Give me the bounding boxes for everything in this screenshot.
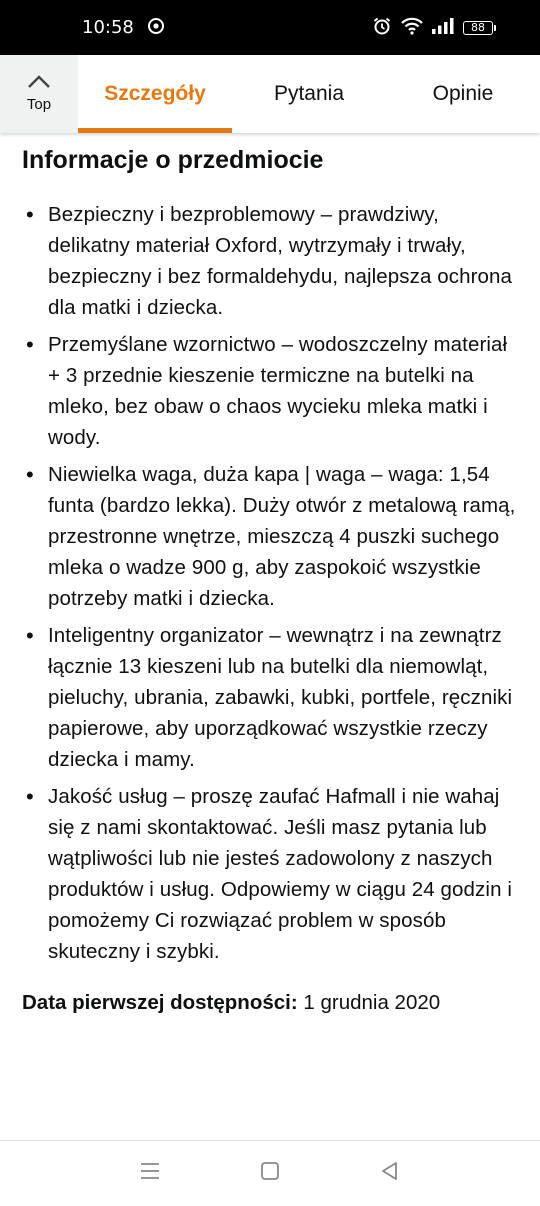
- product-info-section: [22, 133, 522, 1018]
- chevron-up-icon: [27, 75, 51, 94]
- top-label: Top: [26, 96, 52, 113]
- back-triangle-icon: [380, 1161, 400, 1186]
- tab-szczegoly[interactable]: Szczegóły: [78, 55, 232, 133]
- list-item: • Inteligentny organizator – wewnątrz i na zewnątrz łącznie 13 kieszeni lub na butelki dla niemowląt, pieluchy, ubrania, zabawki, kubki, portfele, ręczniki papierowe, aby uporządkować wszystkie rzeczy dziecka i mamy.: [22, 620, 522, 775]
- top-button[interactable]: [0, 55, 78, 133]
- date-label: Data pierwszej dostępności:: [22, 991, 298, 1014]
- availability-date: [22, 987, 522, 1018]
- bullet-list: [22, 199, 522, 967]
- status-bar: [0, 0, 540, 55]
- wifi-icon: [401, 17, 423, 39]
- battery-icon: [463, 21, 496, 35]
- list-item: • Przemyślane wzornictwo – wodoszczelny materiał + 3 przednie kieszenie termiczne na butelki na mleko, bez obaw o chaos wycieku mleka matki i wody.: [22, 329, 522, 453]
- back-button[interactable]: [365, 1149, 415, 1199]
- tab-bar: [0, 55, 540, 133]
- list-item: • Jakość usług – proszę zaufać Hafmall i nie wahaj się z nami skontaktować. Jeśli masz pytania lub wątpliwości lub nie jesteś zadowolony z naszych produktów i usług. Odpowiemy w ciągu 24 godzin i pomożemy Ci rozwiązać problem w sposób skuteczny i szybki.: [22, 781, 522, 967]
- battery-level: 88: [463, 21, 493, 35]
- battery-tip: [494, 25, 496, 31]
- menu-button[interactable]: [125, 1149, 175, 1199]
- alarm-icon: [372, 16, 392, 40]
- date-value: 1 grudnia 2020: [297, 991, 441, 1014]
- tab-pytania[interactable]: Pytania: [273, 82, 345, 105]
- section-heading: Informacje o przedmiocie: [22, 146, 324, 174]
- system-nav-bar: [0, 1140, 540, 1206]
- status-right: [372, 16, 496, 40]
- home-square-icon: [260, 1161, 280, 1186]
- menu-icon: [140, 1162, 160, 1185]
- status-time: 10:58: [82, 17, 134, 38]
- chrome-icon: [148, 18, 164, 38]
- status-left: [82, 17, 164, 38]
- list-item: • Bezpieczny i bezproblemowy – prawdziwy, delikatny materiał Oxford, wytrzymały i trwały, bezpieczny i bez formaldehydu, najlepsza ochrona dla matki i dziecka.: [22, 199, 522, 323]
- signal-icon: [432, 18, 454, 38]
- tab-opinie[interactable]: Opinie: [432, 82, 494, 105]
- list-item: • Niewielka waga, duża kapa | waga – waga: 1,54 funta (bardzo lekka). Duży otwór z metalową ramą, przestronne wnętrze, mieszczą 4 puszki suchego mleka o wadze 900 g, aby zaspokoić wszystkie potrzeby matki i dziecka.: [22, 459, 522, 614]
- home-button[interactable]: [245, 1149, 295, 1199]
